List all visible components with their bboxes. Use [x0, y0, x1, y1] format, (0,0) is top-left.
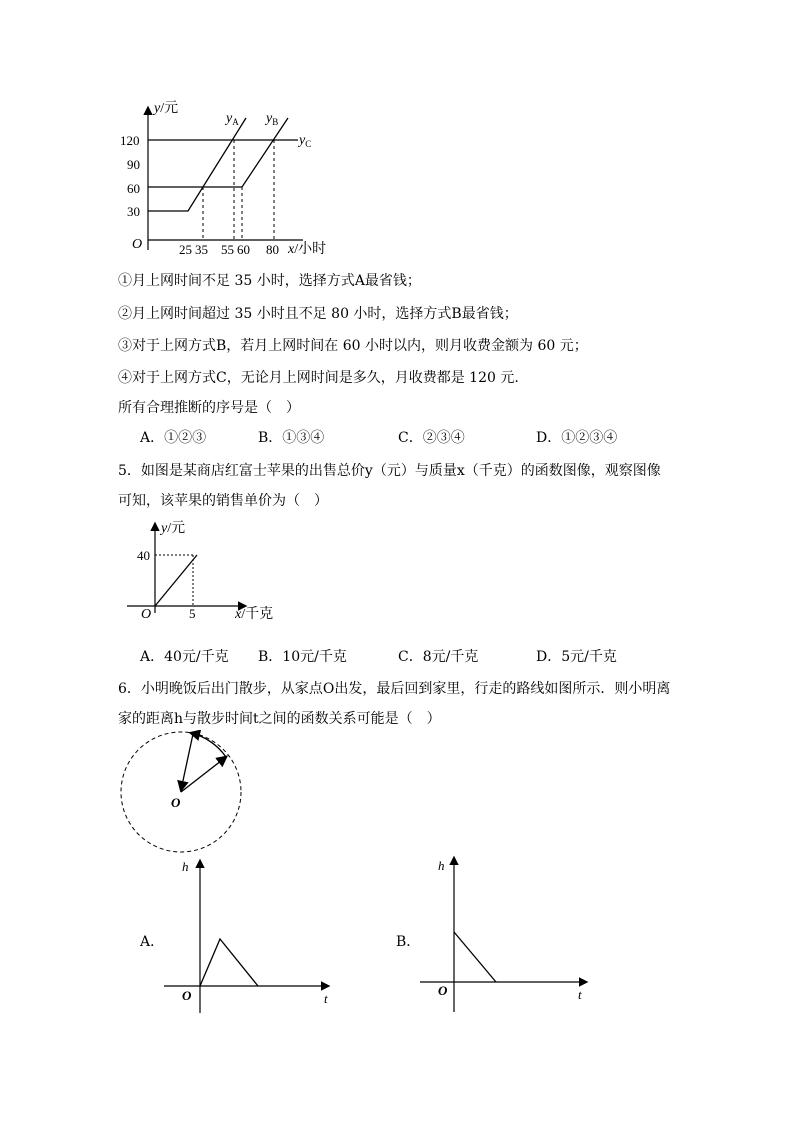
q4-statement-1: ①月上网时间不足 35 小时，选择方式A最省钱； — [118, 273, 421, 289]
origin-label: O — [141, 607, 152, 622]
walk-route-diagram — [115, 730, 250, 860]
q5-text-line-1: 5．如图是某商店红富士苹果的出售总价y（元）与质量x（千克）的函数图像，观察图像 — [118, 463, 661, 479]
line-ya — [148, 118, 246, 211]
q6-option-a[interactable]: A． — [140, 934, 165, 950]
x-tick-60: 60 — [237, 242, 250, 257]
route-out — [181, 757, 226, 792]
q5-option-b[interactable]: B．10元/千克 — [258, 649, 347, 665]
q5-option-c[interactable]: C．8元/千克 — [398, 649, 479, 665]
q5-text-line-2: 可知，该苹果的销售单价为（ ） — [118, 493, 328, 509]
origin-label: O — [182, 988, 192, 1003]
graph-b-line — [454, 932, 496, 982]
x-axis-label: x/小时 — [288, 242, 327, 257]
y-tick-120: 120 — [120, 133, 140, 148]
circle-origin-label: O — [171, 795, 181, 810]
graph-option-a — [160, 855, 340, 1020]
t-label: t — [324, 991, 328, 1006]
x-axis-label: x/千克 — [235, 607, 274, 622]
q4-question: 所有合理推断的序号是（ ） — [118, 400, 300, 416]
x-tick-5: 5 — [189, 606, 196, 621]
y-tick-40: 40 — [137, 548, 150, 563]
graph-a-line — [200, 939, 258, 986]
graph-option-b — [418, 852, 598, 1017]
q4-statement-2: ②月上网时间超过 35 小时且不足 80 小时，选择方式B最省钱； — [118, 306, 518, 322]
q4-statement-4: ④对于上网方式C，无论月上网时间是多久，月收费都是 120 元. — [118, 370, 519, 386]
q4-option-d[interactable]: D．①②③④ — [536, 430, 618, 446]
ya-label: $y_A$ — [226, 111, 239, 127]
q4-statement-3: ③对于上网方式B，若月上网时间在 60 小时以内，则月收费金额为 60 元； — [118, 338, 588, 354]
q5-option-a[interactable]: A．40元/千克 — [140, 649, 229, 665]
y-tick-30: 30 — [127, 204, 140, 219]
origin-label: O — [132, 237, 143, 252]
pricing-graph — [118, 100, 358, 260]
y-tick-60: 60 — [127, 181, 140, 196]
q4-option-a[interactable]: A．①②③ — [140, 430, 207, 446]
h-label: h — [438, 858, 445, 873]
y-axis-label: y/元 — [161, 521, 186, 536]
q5-option-d[interactable]: D．5元/千克 — [536, 649, 617, 665]
yb-label: $y_B$ — [266, 111, 279, 127]
y-tick-90: 90 — [127, 157, 140, 172]
y-axis-label: y/元 — [154, 101, 179, 116]
x-tick-55: 55 — [221, 242, 234, 257]
line-yb — [148, 118, 288, 187]
q6-text-line-2: 家的距离h与散步时间t之间的函数关系可能是（ ） — [118, 711, 441, 727]
yc-label: $y_C$ — [299, 133, 312, 149]
route-back — [181, 734, 193, 790]
x-tick-25: 25 — [179, 242, 192, 257]
route-arc — [191, 733, 226, 757]
price-line — [155, 555, 197, 606]
q4-option-c[interactable]: C．②③④ — [398, 430, 465, 446]
q4-option-b[interactable]: B．①③④ — [258, 430, 325, 446]
x-tick-35: 35 — [195, 242, 208, 257]
h-label: h — [182, 859, 189, 874]
apple-price-graph — [125, 518, 285, 628]
q6-option-b[interactable]: B． — [396, 934, 421, 950]
origin-label: O — [438, 983, 448, 998]
t-label: t — [578, 987, 582, 1002]
q6-text-line-1: 6．小明晚饭后出门散步，从家点O出发，最后回到家里，行走的路线如图所示．则小明离 — [118, 681, 671, 697]
x-tick-80: 80 — [266, 242, 279, 257]
